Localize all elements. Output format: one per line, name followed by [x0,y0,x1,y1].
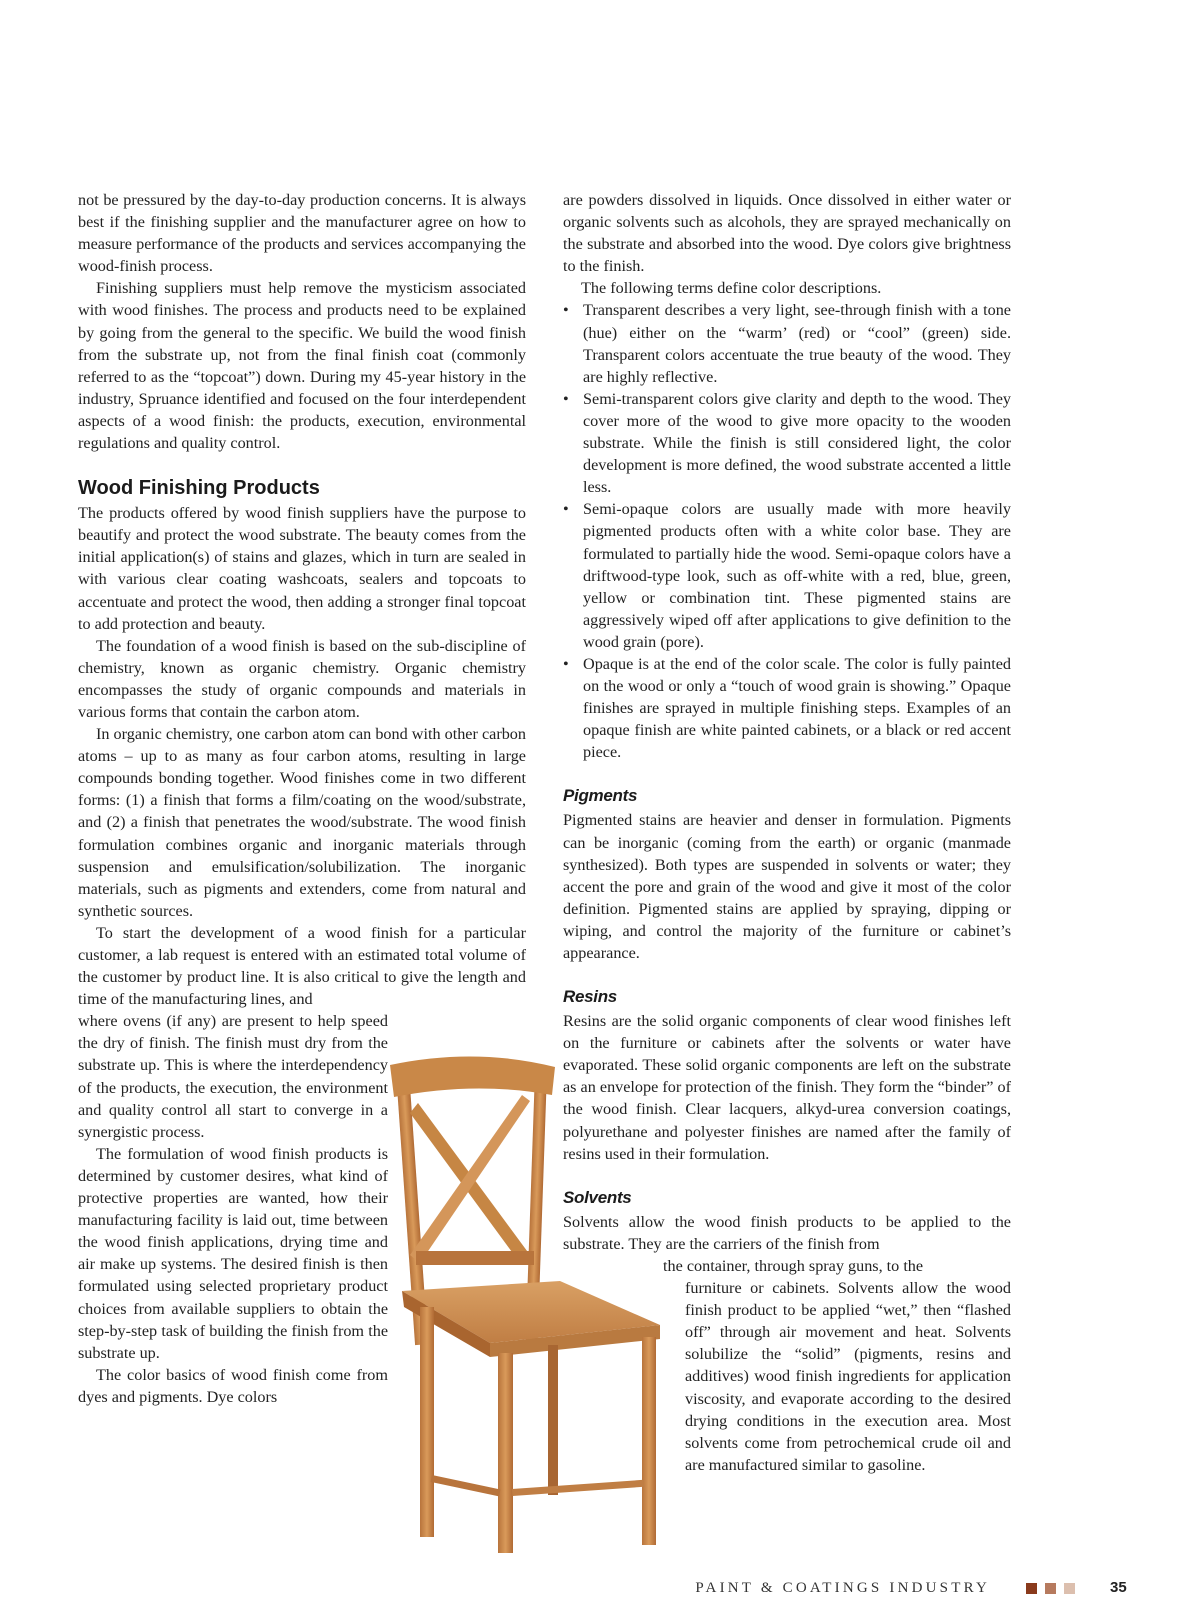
section-heading: Wood Finishing Products [78,477,320,500]
wooden-chair-image [380,1055,680,1555]
paragraph: the container, through spray guns, to the [663,1256,924,1275]
paragraph: The formulation of wood finish products is determined by customer desires, what kind of protective properties are wanted, how their manufacturing facility is laid out, time between the wood finish applications, drying time and air make up systems. The desired finish is then formulated using selected proprietary product choices from available suppliers to obtain the step-by-step task of building the finish from the substrate up. [78,1144,388,1362]
list-item: • Semi-transparent colors give clarity and depth to the wood. They cover more of the wood to give more opacity to the wooden substrate. While the finish is still considered light, the color development is more defined, the wood substrate accented a little less. [563,388,1011,498]
paragraph: The following terms define color descriptions. [581,279,882,298]
paragraph: Solvents allow the wood finish products to be applied to the substrate. They are the carriers of the finish from [563,1212,1011,1253]
paragraph: The color basics of wood finish come from dyes and pigments. Dye colors [78,1365,388,1406]
paragraph: The products offered by wood finish suppliers have the purpose to beautify and protect the wood substrate. The beauty comes from the initial application(s) of stains and glazes, which in turn are sealed in with various clear coating washcoats, sealers and topcoats to accentuate and protect the wood, then adding a stronger final topcoat to add protection and beauty. [78,504,526,633]
subheading-solvents: Solvents [563,1187,632,1207]
paragraph: are powders dissolved in liquids. Once dissolved in either water or organic solvents such as alcohols, they are sprayed mechanically on the substrate and absorbed into the wood. Dye colors give brightness to the finish. [563,191,1011,276]
paragraph: To start the development of a wood finish for a particular customer, a lab request is entered with an estimated total volume of the customer by product line. It is also critical to give the length and time of the manufacturing lines, and [78,923,526,1009]
list-item: • Opaque is at the end of the color scale. The color is fully painted on the wood or only a “touch of wood grain is showing.” Opaque finishes are sprayed in multiple finishing steps. Examples of an opaque finish are white painted cabinets, or a black or red accent piece. [563,653,1011,763]
list-item: • Transparent describes a very light, see-through finish with a tone (hue) either on the “warm’ (red) or “cool” (green) side. Transparent colors accentuate the true beauty of the wood. They are highly reflective. [563,299,1011,387]
paragraph: Pigmented stains are heavier and denser in formulation. Pigments can be inorganic (coming from the earth) or organic (manmade synthesized). Both types are suspended in solvents or water; they accent the pore and grain of the wood and give it most of the color definition. Pigmented stains are applied by spraying, dipping or wiping, and control the majority of the furniture or cabinet’s appearance. [563,811,1011,962]
publication-name: PAINT & COATINGS INDUSTRY [695,1580,990,1596]
list-item: • Semi-opaque colors are usually made with more heavily pigmented products often with a white color base. They are formulated to partially hide the wood. Semi-opaque colors have a driftwood-type look, such as off-white with a red, blue, green, yellow or combination tint. These pigmented stains are aggressively wiped off after applications to give definition to the wood grain (pore). [563,498,1011,653]
square-icon [1064,1583,1075,1594]
paragraph: In organic chemistry, one carbon atom can bond with other carbon atoms – up to as many as four carbon atoms, resulting in large compounds bonding together. Wood finishes come in two different forms: (1) a finish that forms a film/coating on the wood/substrate, and (2) a finish that penetrates the wood/substrate. The wood finish formulation combines organic and inorganic materials through suspension and emulsification/solubilization. The inorganic materials, such as pigments and extenders, come from natural and synthetic sources. [78,725,526,920]
subheading-pigments: Pigments [563,786,638,806]
page-footer [0,1578,1200,1608]
page-number: 35 [1110,1579,1127,1596]
paragraph: Finishing suppliers must help remove the mysticism associated with wood finishes. The process and products need to be explained by going from the general to the specific. We build the wood finish from the substrate up, not from the final finish coat (commonly referred to as the “topcoat”) down. During my 45-year history in the industry, Spruance identified and focused on the four interdependent aspects of a wood finish: the products, execution, environmental regulations and quality control. [78,279,526,453]
square-icon [1026,1583,1037,1594]
square-icon [1045,1583,1056,1594]
paragraph: where ovens (if any) are present to help speed the dry of finish. The finish must dry from the substrate up. This is where the interdependency of the products, the execution, the environment and quality control all start to converge in a synergistic process. [78,1012,388,1141]
paragraph: The foundation of a wood finish is based on the sub-discipline of chemistry, known as organic chemistry. Organic chemistry encompasses the study of organic compounds and materials in various forms that contain the carbon atom. [78,636,526,721]
bullet-list [563,299,1011,763]
paragraph: Resins are the solid organic components of clear wood finishes left on the furniture or cabinets after the solvents or water have evaporated. These solid organic components are left on the substrate as an envelope for protection of the finish. They form the “binder” of the wood finish. Clear lacquers, alkyd-urea conversion coatings, polyurethane and polyester finishes are named after the family of resins used in their formulation. [563,1012,1011,1163]
paragraph: not be pressured by the day-to-day production concerns. It is always best if the finishing supplier and the manufacturer agree on how to measure performance of the products and services accompanying the wood-finish process. [78,191,526,276]
subheading-resins: Resins [563,987,617,1007]
paragraph: furniture or cabinets. Solvents allow the wood finish product to be applied “wet,” then “flashed off” through air movement and heat. Solvents solubilize the “solid” (pigments, resins and additives) wood finish ingredients for application viscosity, and evaporate according to the desired drying conditions in the execution area. Most solvents come from petrochemical crude oil and are manufactured similar to gasoline. [685,1279,1011,1474]
